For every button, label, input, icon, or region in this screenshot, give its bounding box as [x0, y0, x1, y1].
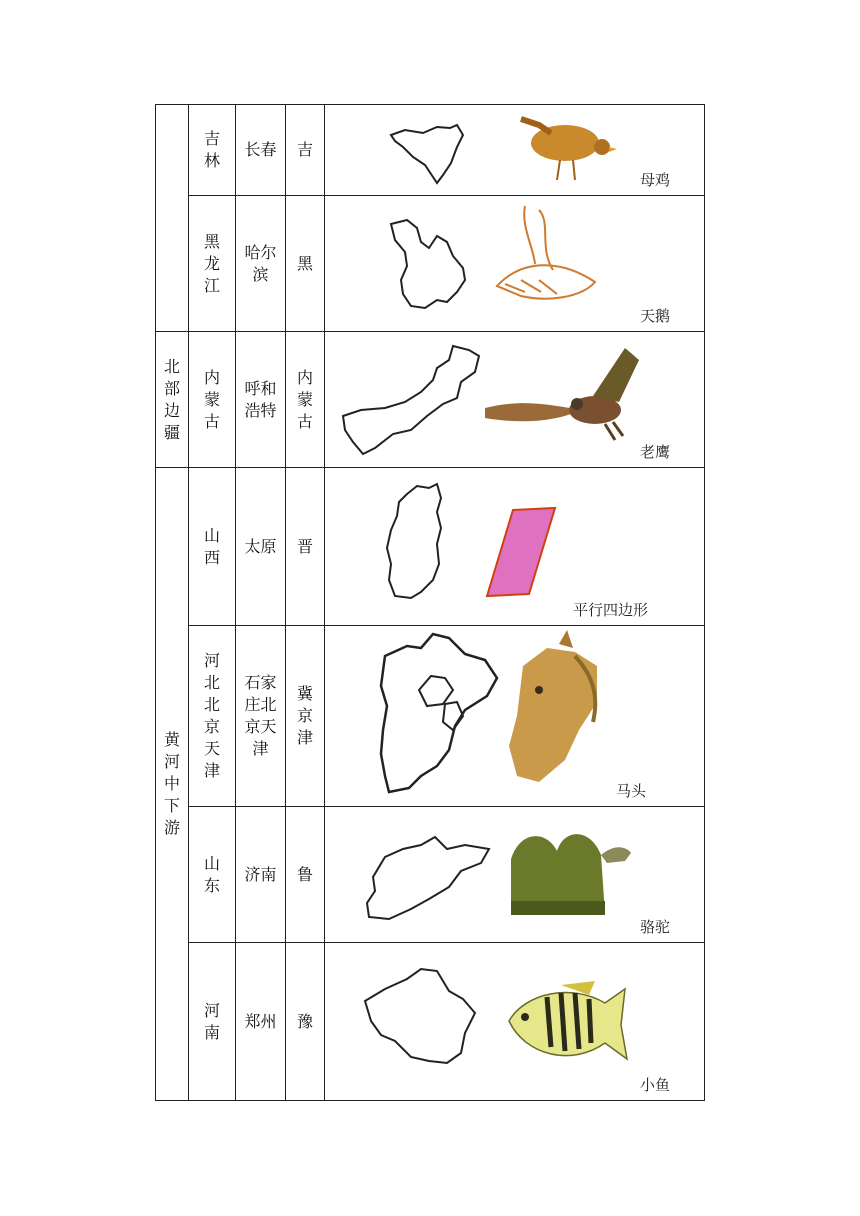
parallelogram-icon	[487, 508, 555, 596]
capital-cell: 长春	[236, 105, 286, 196]
caption: 马头	[615, 782, 646, 800]
picture-cell	[325, 807, 705, 943]
picture-cell	[325, 105, 705, 196]
caption: 天鹅	[639, 307, 670, 325]
henan-outline-icon	[365, 969, 475, 1063]
capital-cell: 郑州	[236, 943, 286, 1101]
camel-icon	[511, 834, 631, 915]
province-table	[155, 104, 705, 1101]
region-cell-blank	[156, 105, 189, 332]
abbreviation-cell: 豫	[286, 943, 325, 1101]
capital-cell: 哈尔滨	[236, 196, 286, 332]
horse-head-icon	[509, 630, 597, 782]
caption: 老鹰	[639, 443, 670, 461]
region-cell-beibu: 北部边疆	[156, 332, 189, 468]
picture-cell	[325, 626, 705, 807]
shandong-outline-icon	[367, 837, 489, 919]
picture-cell	[325, 196, 705, 332]
shanxi-outline-icon	[387, 484, 441, 598]
swan-icon	[497, 206, 595, 299]
picture-cell	[325, 332, 705, 468]
neimenggu-outline-icon	[343, 346, 479, 454]
abbreviation-cell: 黑	[286, 196, 325, 332]
abbreviation-cell: 冀京津	[286, 626, 325, 807]
hebei-outline-icon	[381, 634, 497, 792]
beijing-outline-icon	[419, 676, 453, 706]
capital-cell: 太原	[236, 468, 286, 626]
province-cell: 河南	[189, 943, 236, 1101]
picture-cell	[325, 943, 705, 1101]
capital-cell: 呼和浩特	[236, 332, 286, 468]
picture-art	[325, 626, 704, 807]
fish-icon	[509, 981, 627, 1059]
jilin-outline-icon	[391, 125, 463, 183]
capital-cell: 济南	[236, 807, 286, 943]
abbreviation-cell: 鲁	[286, 807, 325, 943]
province-cell: 黑龙江	[189, 196, 236, 332]
heilongjiang-outline-icon	[391, 220, 465, 308]
province-cell: 吉林	[189, 105, 236, 196]
picture-cell	[325, 468, 705, 626]
capital-cell: 石家庄北京天津	[236, 626, 286, 807]
abbreviation-cell: 晋	[286, 468, 325, 626]
province-cell: 河北北京天津	[189, 626, 236, 807]
province-cell: 山东	[189, 807, 236, 943]
eagle-icon	[485, 348, 639, 440]
caption: 骆驼	[639, 918, 670, 936]
abbreviation-cell: 内蒙古	[286, 332, 325, 468]
hen-icon	[521, 119, 617, 180]
province-cell: 山西	[189, 468, 236, 626]
caption: 小鱼	[639, 1076, 670, 1094]
caption: 平行四边形	[572, 601, 648, 619]
caption: 母鸡	[639, 171, 670, 189]
region-cell-huanghe: 黄河中下游	[156, 468, 189, 1101]
province-cell: 内蒙古	[189, 332, 236, 468]
abbreviation-cell: 吉	[286, 105, 325, 196]
